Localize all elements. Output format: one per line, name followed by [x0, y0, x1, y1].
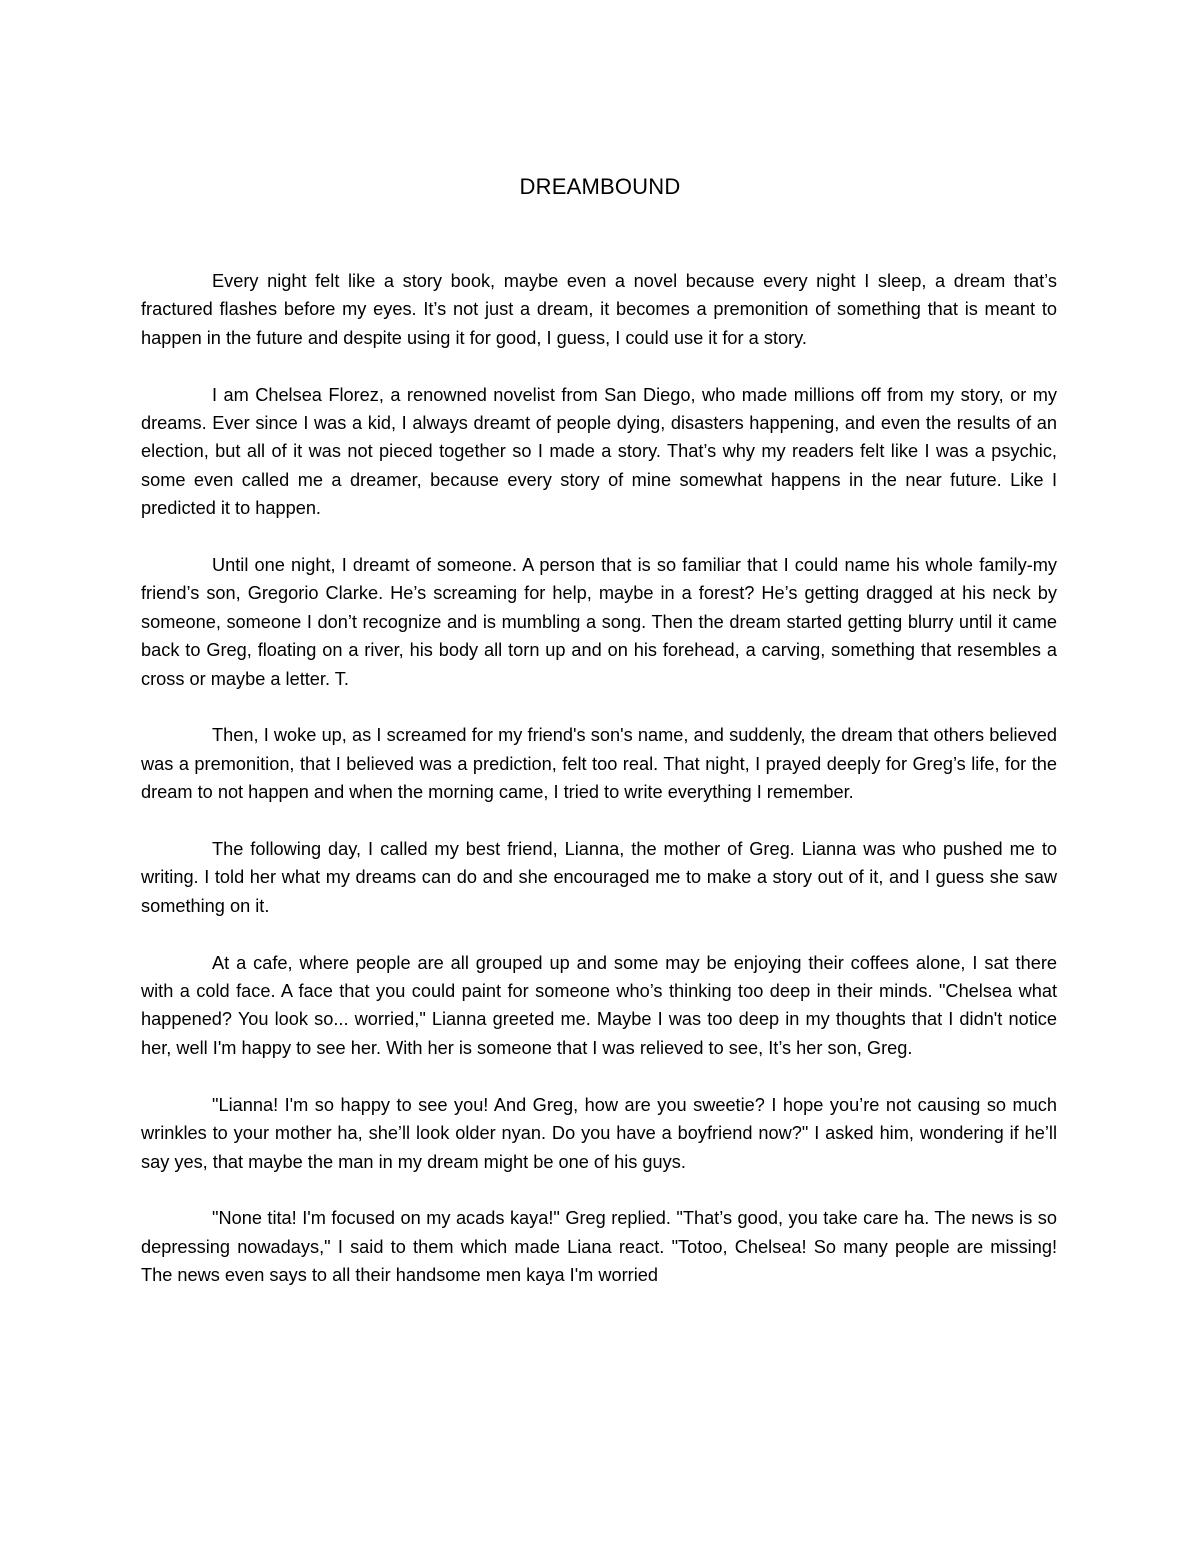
paragraph: At a cafe, where people are all grouped up and some may be enjoying their coffees alone, I sat there with a cold face. A face that you could paint for someone who’s thinking too deep in their minds. "Chelsea what happened? You look so... worried," Lianna greeted me. Maybe I was too deep in my thoughts that I didn't notice her, well I'm happy to see her. With her is someone that I was relieved to see, It’s her son, Greg.	[141, 952, 1057, 1058]
paragraph: Until one night, I dreamt of someone. A person that is so familiar that I could name his whole family-my friend’s son, Gregorio Clarke. He’s screaming for help, maybe in a forest? He’s getting dragged at his neck by someone, someone I don’t recognize and is mumbling a song. Then the dream started getting blurry until it came back to Greg, floating on a river, his body all torn up and on his forehead, a carving, something that resembles a cross or maybe a letter. T.	[141, 555, 1057, 689]
paragraph: Every night felt like a story book, maybe even a novel because every night I sleep, a dream that’s fractured flashes before my eyes. It’s not just a dream, it becomes a premonition of something that is meant to happen in the future and despite using it for good, I guess, I could use it for a story.	[141, 271, 1057, 348]
paragraph: "Lianna! I'm so happy to see you! And Greg, how are you sweetie? I hope you’re not causing so much wrinkles to your mother ha, she’ll look older nyan. Do you have a boyfriend now?" I asked him, wondering if he’ll say yes, that maybe the man in my dream might be one of his guys.	[141, 1094, 1057, 1172]
paragraph: Then, I woke up, as I screamed for my friend's son's name, and suddenly, the dream that others believed was a premonition, that I believed was a prediction, felt too real. That night, I prayed deeply for Greg’s life, for the dream to not happen and when the morning came, I tried to write everything I remember.	[141, 725, 1057, 803]
paragraph: The following day, I called my best friend, Lianna, the mother of Greg. Lianna was who pushed me to writing. I told her what my dreams can do and she encouraged me to make a story out of it, and I guess she saw something on it.	[141, 839, 1057, 916]
paragraph: "None tita! I'm focused on my acads kaya!" Greg replied. "That’s good, you take care ha. The news is so depressing nowadays," I said to them which made Liana react. "Totoo, Chelsea! So many people are missing! The news even says to all their handsome men kaya I'm worried	[141, 1208, 1057, 1286]
paragraph: I am Chelsea Florez, a renowned novelist from San Diego, who made millions off from my story, or my dreams. Ever since I was a kid, I always dreamt of people dying, disasters happening, and even the results of an election, but all of it was not pieced together so I made a story. That’s why my readers felt like I was a psychic, some even called me a dreamer, because every story of mine somewhat happens in the near future. Like I predicted it to happen.	[141, 384, 1057, 519]
document-body	[141, 267, 1057, 1318]
document-title: DREAMBOUND	[519, 174, 681, 199]
